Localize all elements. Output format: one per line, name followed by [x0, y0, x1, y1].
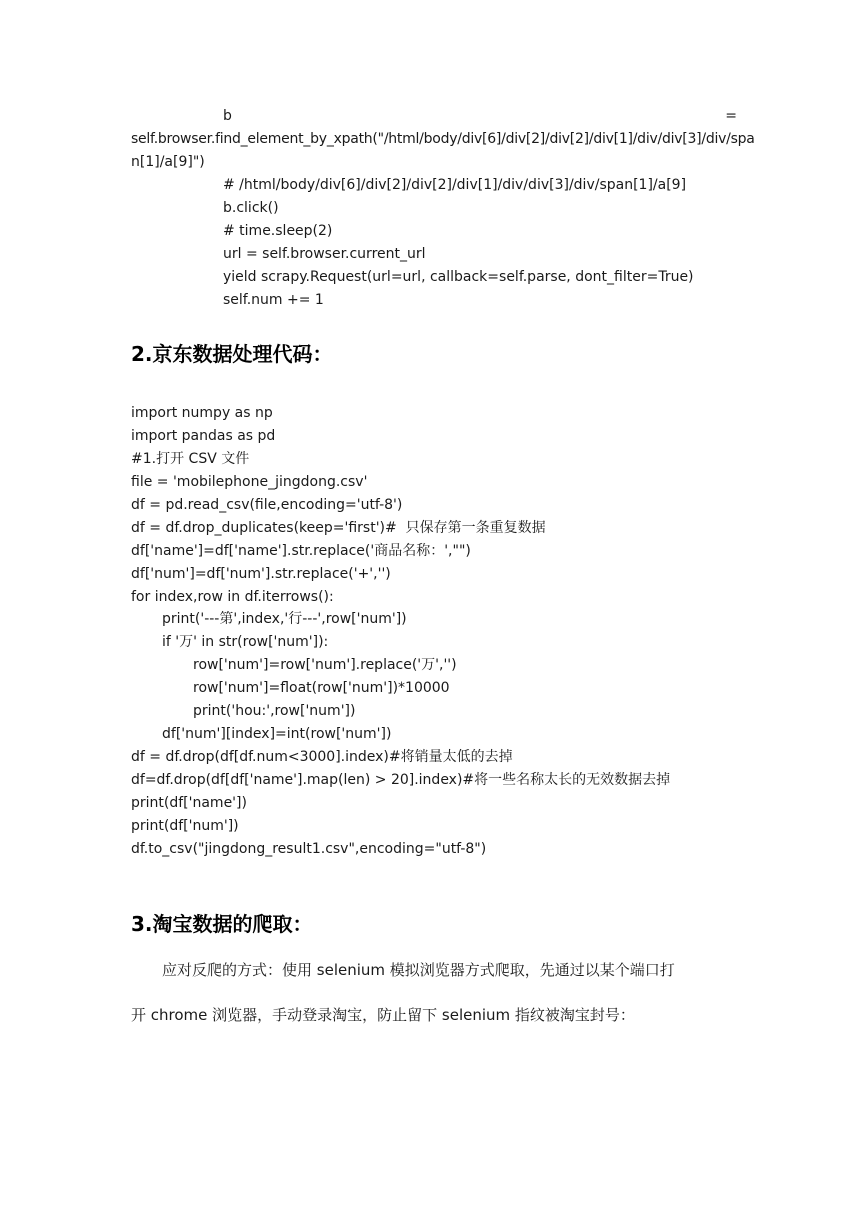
code-line: file = 'mobilephone_jingdong.csv'	[131, 474, 368, 490]
code-line: url = self.browser.current_url	[223, 246, 426, 262]
paragraph-line: 应对反爬的方式：使用 selenium 模拟浏览器方式爬取，先通过以某个端口打	[162, 961, 675, 979]
code-line: n[1]/a[9]")	[131, 154, 205, 170]
code-line: print('---第',index,'行---',row['num'])	[162, 611, 407, 627]
code-line: import numpy as np	[131, 405, 273, 421]
code-line: df['num'][index]=int(row['num'])	[162, 726, 392, 742]
code-line	[131, 106, 737, 126]
code-line: for index,row in df.iterrows():	[131, 589, 334, 605]
code-line: df = pd.read_csv(file,encoding='utf-8')	[131, 497, 403, 513]
section-heading: 3.淘宝数据的爬取：	[131, 912, 313, 936]
code-line: row['num']=float(row['num'])*10000	[193, 680, 450, 696]
code-line: df = df.drop_duplicates(keep='first')# 只保存第一条重复数据	[131, 520, 546, 536]
code-line: df['num']=df['num'].str.replace('+','')	[131, 566, 391, 582]
code-line: df.to_csv("jingdong_result1.csv",encoding="utf-8")	[131, 841, 487, 857]
code-token: b	[223, 108, 232, 124]
code-line: # time.sleep(2)	[223, 223, 333, 239]
code-line: print(df['num'])	[131, 818, 239, 834]
code-line: self.num += 1	[223, 292, 324, 308]
code-line: b.click()	[223, 200, 279, 216]
code-line: df = df.drop(df[df.num<3000].index)#将销量太低的去掉	[131, 749, 513, 765]
section-heading: 2.京东数据处理代码：	[131, 342, 333, 366]
code-line: if '万' in str(row['num']):	[162, 634, 329, 650]
code-line: import pandas as pd	[131, 428, 276, 444]
code-line: row['num']=row['num'].replace('万','')	[193, 657, 457, 673]
code-line: df=df.drop(df[df['name'].map(len) > 20].index)#将一些名称太长的无效数据去掉	[131, 772, 671, 788]
paragraph-line: 开 chrome 浏览器，手动登录淘宝，防止留下 selenium 指纹被淘宝封号：	[131, 1006, 635, 1024]
code-token: =	[725, 108, 737, 124]
code-line: # /html/body/div[6]/div[2]/div[2]/div[1]/div/div[3]/div/span[1]/a[9]	[223, 177, 687, 193]
code-line: print(df['name'])	[131, 795, 247, 811]
code-line: self.browser.find_element_by_xpath("/html/body/div[6]/div[2]/div[2]/div[1]/div/div[3]/div/spa	[131, 131, 755, 147]
code-line: #1.打开 CSV 文件	[131, 451, 250, 467]
code-line: print('hou:',row['num'])	[193, 703, 356, 719]
code-line: df['name']=df['name'].str.replace('商品名称：',"")	[131, 543, 471, 559]
code-line: yield scrapy.Request(url=url, callback=self.parse, dont_filter=True)	[223, 269, 694, 285]
